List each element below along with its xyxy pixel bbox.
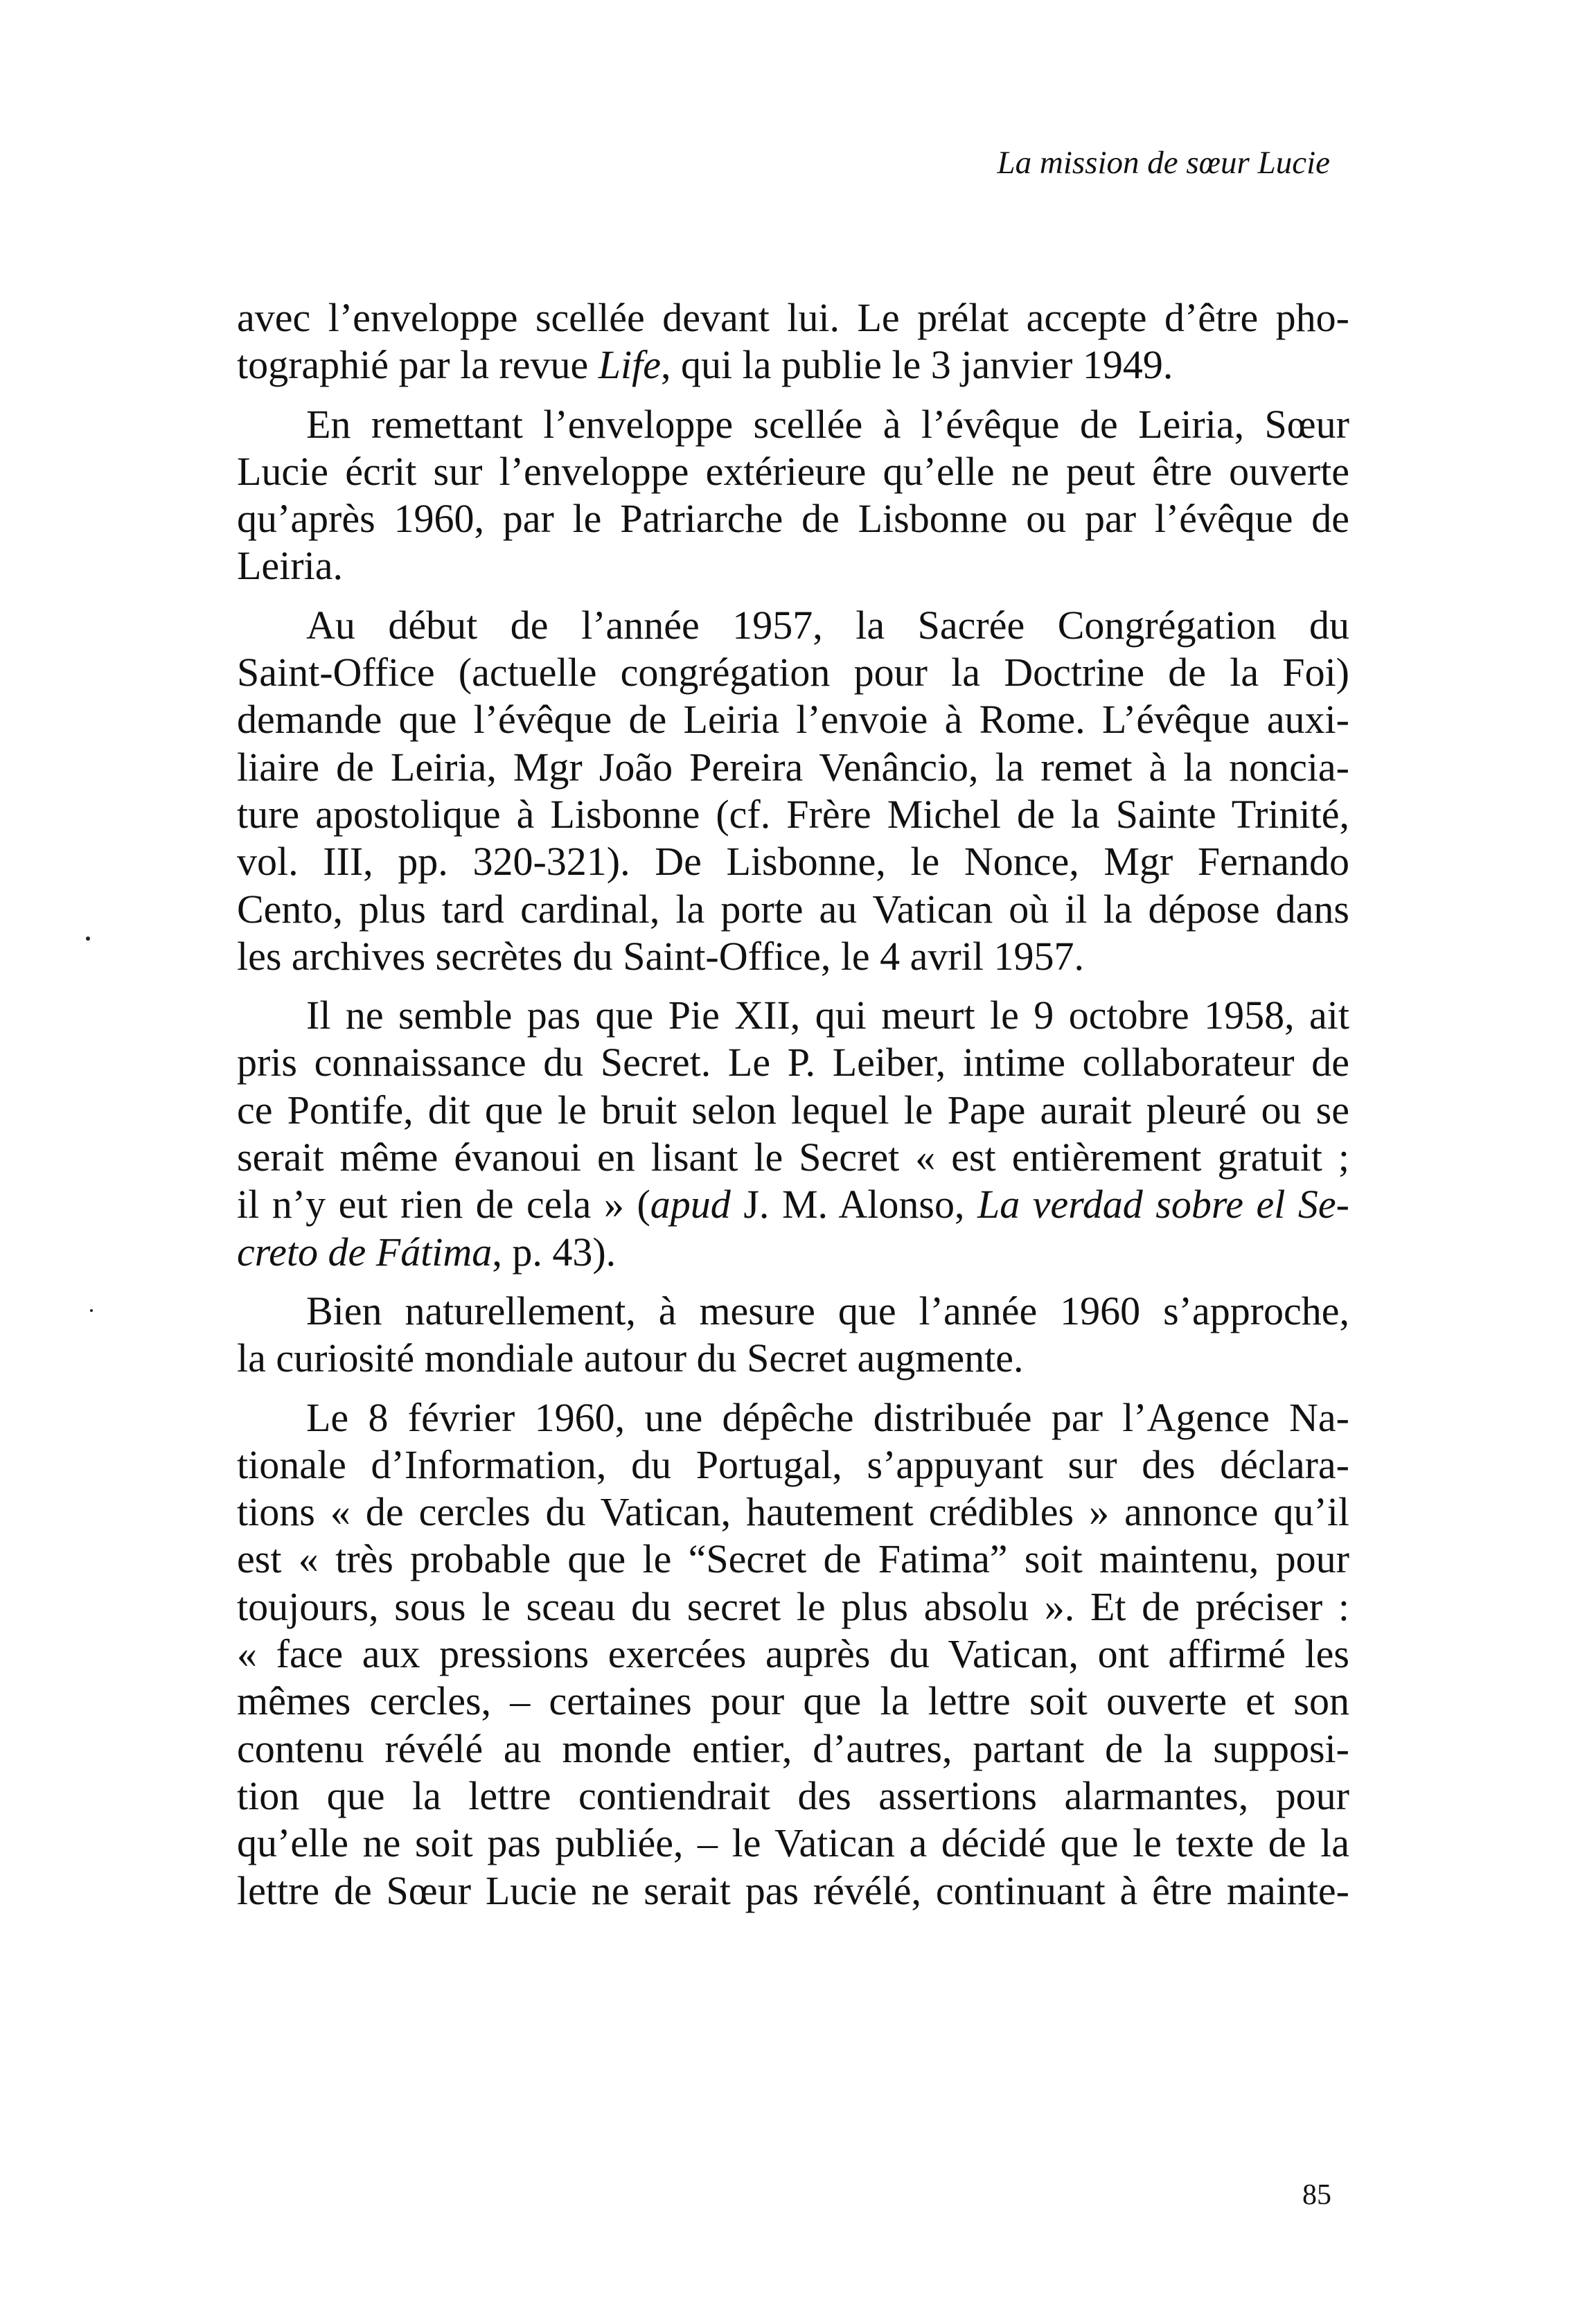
- text-line: tionale d’Information, du Portugal, s’appuyant sur des déclara-: [237, 1441, 1349, 1487]
- text-line: vol. III, pp. 320-321). De Lisbonne, le Nonce, Mgr Fernando: [237, 839, 1349, 885]
- text-line: pris connaissance du Secret. Le P. Leiber, intime collaborateur de: [237, 1040, 1349, 1085]
- text-line: tions « de cercles du Vatican, hautement crédibles » annonce qu’il: [237, 1489, 1349, 1535]
- text-line: mêmes cercles, – certaines pour que la lettre soit ouverte et son: [237, 1678, 1349, 1724]
- text-line: avec l’enveloppe scellée devant lui. Le prélat accepte d’être pho-: [237, 295, 1349, 340]
- text-line: tion que la lettre contiendrait des assertions alarmantes, pour: [237, 1773, 1349, 1818]
- text-line: ture apostolique à Lisbonne (cf. Frère Michel de la Sainte Trinité,: [237, 791, 1349, 837]
- text-line: creto de Fátima, p. 43).: [237, 1229, 617, 1275]
- text-line: il n’y eut rien de cela » (apud J. M. Alonso, La verdad sobre el Se-: [237, 1182, 1349, 1227]
- text-line: En remettant l’enveloppe scellée à l’évêque de Leiria, Sœur: [306, 401, 1349, 447]
- text-line: « face aux pressions exercées auprès du Vatican, ont affirmé les: [237, 1631, 1349, 1677]
- text-line: lettre de Sœur Lucie ne serait pas révélé, continuant à être mainte-: [237, 1867, 1349, 1913]
- text-line: qu’après 1960, par le Patriarche de Lisbonne ou par l’évêque de: [237, 496, 1349, 542]
- running-head: La mission de sœur Lucie: [997, 145, 1330, 181]
- scan-speck: [86, 936, 90, 941]
- text-line: Leiria.: [237, 543, 343, 589]
- scan-speck: [90, 1309, 93, 1312]
- text-line: Au début de l’année 1957, la Sacrée Congrégation du: [306, 602, 1349, 648]
- text-line: Le 8 février 1960, une dépêche distribuée par l’Agence Na-: [306, 1394, 1349, 1440]
- page-body: [237, 294, 1349, 1915]
- page-number: 85: [1302, 2179, 1331, 2211]
- text-line: toujours, sous le sceau du secret le plus absolu ». Et de préciser :: [237, 1583, 1349, 1629]
- text-line: est « très probable que le “Secret de Fatima” soit maintenu, pour: [237, 1536, 1349, 1582]
- text-line: serait même évanoui en lisant le Secret « est entièrement gratuit ;: [237, 1135, 1349, 1180]
- text-line: la curiosité mondiale autour du Secret augmente.: [237, 1335, 1024, 1381]
- text-line: liaire de Leiria, Mgr João Pereira Venâncio, la remet à la noncia-: [237, 744, 1349, 790]
- text-line: les archives secrètes du Saint-Office, le 4 avril 1957.: [237, 933, 1084, 979]
- text-line: Saint-Office (actuelle congrégation pour la Doctrine de la Foi): [237, 650, 1349, 695]
- text-line: Il ne semble pas que Pie XII, qui meurt le 9 octobre 1958, ait: [306, 993, 1349, 1038]
- text-line: Bien naturellement, à mesure que l’année 1960 s’approche,: [306, 1288, 1349, 1333]
- text-line: tographié par la revue Life, qui la publie le 3 janvier 1949.: [237, 342, 1173, 388]
- text-line: contenu révélé au monde entier, d’autres, partant de la supposi-: [237, 1725, 1349, 1771]
- text-line: demande que l’évêque de Leiria l’envoie à Rome. L’évêque auxi-: [237, 697, 1349, 743]
- text-line: Cento, plus tard cardinal, la porte au Vatican où il la dépose dans: [237, 886, 1349, 932]
- text-line: qu’elle ne soit pas publiée, – le Vatican a décidé que le texte de la: [237, 1820, 1349, 1866]
- text-line: Lucie écrit sur l’enveloppe extérieure qu’elle ne peut être ouverte: [237, 448, 1349, 494]
- text-line: ce Pontife, dit que le bruit selon lequel le Pape aurait pleuré ou se: [237, 1087, 1349, 1133]
